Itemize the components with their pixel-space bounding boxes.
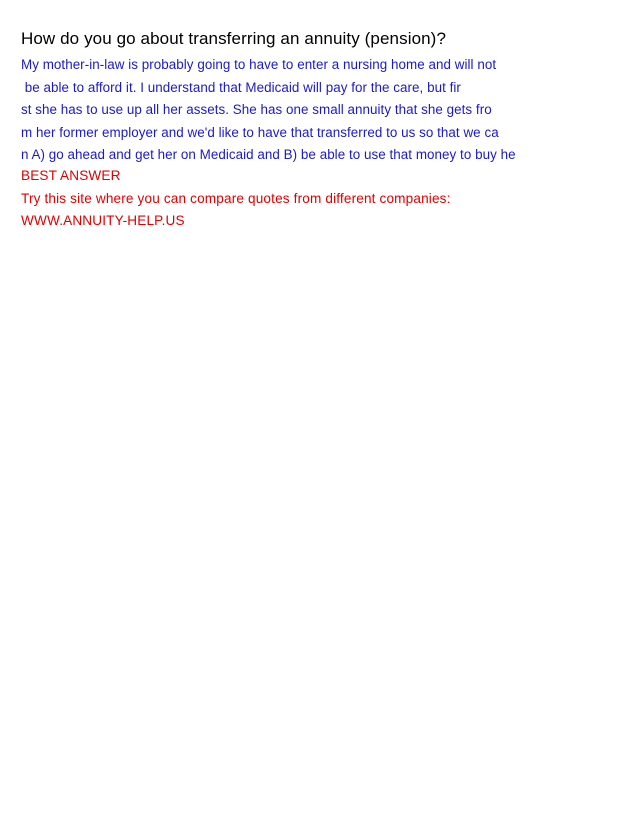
question-line: st she has to use up all her assets. She has one small annuity that she gets fro bbox=[21, 102, 492, 118]
question-line: n A) go ahead and get her on Medicaid and B) be able to use that money to buy he bbox=[21, 147, 516, 163]
question-line: be able to afford it. I understand that Medicaid will pay for the care, but fir bbox=[21, 79, 461, 95]
best-answer-link[interactable]: WWW.ANNUITY-HELP.US bbox=[21, 213, 185, 229]
question-line: m her former employer and we'd like to have that transferred to us so that we ca bbox=[21, 124, 499, 140]
best-answer-heading: BEST ANSWER bbox=[21, 168, 121, 183]
question-line: My mother-in-law is probably going to have to enter a nursing home and will not bbox=[21, 57, 497, 72]
best-answer-section bbox=[21, 165, 621, 233]
best-answer-text: Try this site where you can compare quotes from different companies: bbox=[21, 190, 451, 206]
question-body bbox=[21, 54, 621, 167]
question-title: How do you go about transferring an annuity (pension)? bbox=[21, 29, 446, 48]
